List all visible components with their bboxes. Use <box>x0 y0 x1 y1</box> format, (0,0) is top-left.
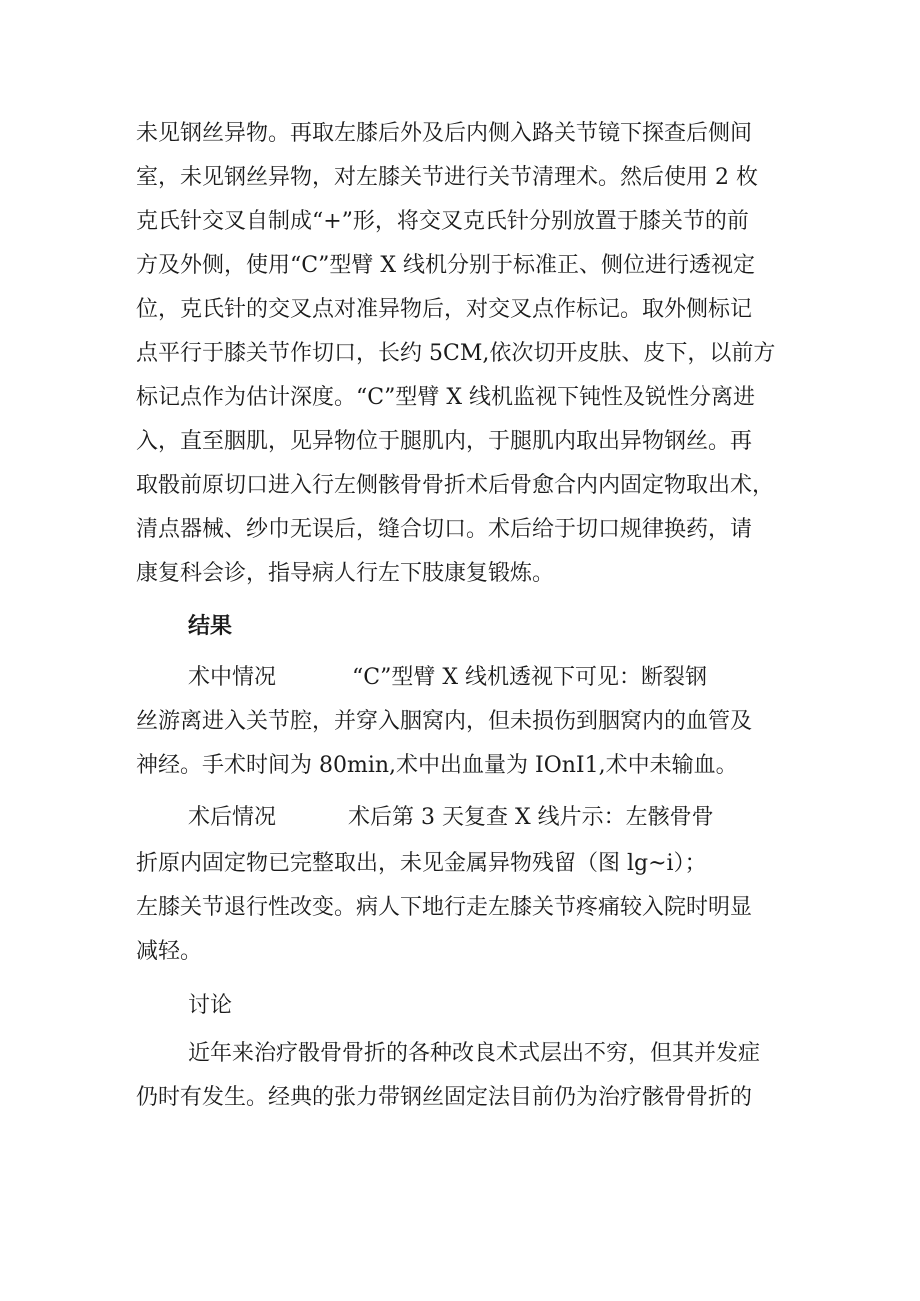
postop-label: 术后情况 <box>188 805 277 830</box>
text-line: 减轻。 <box>136 939 203 964</box>
text-line: 左膝关节退行性改变。病人下地行走左膝关节疼痛较入院时明显 <box>136 895 753 920</box>
discussion-heading: 讨论 <box>188 993 233 1018</box>
text-line: 康复科会诊，指导病人行左下肢康复锻炼。 <box>136 561 555 586</box>
intraop-first-line <box>188 664 707 692</box>
text-line: 位，克氏针的交叉点对准异物后，对交叉点作标记。取外侧标记 <box>136 297 753 322</box>
text-line: 神经。手术时间为 80min,术中出血量为 IOnI1,术中未输血。 <box>136 753 738 778</box>
text-line: 标记点作为估计深度。“C”型臂 X 线机监视下钝性及锐性分离进 <box>136 385 755 410</box>
text-line: 丝游离进入关节腔，并穿入胭窝内，但未损伤到胭窝内的血管及 <box>136 709 753 734</box>
text-line: 取骰前原切口进入行左侧骸骨骨折术后骨愈合内内固定物取出术， <box>136 473 775 498</box>
text-line: 方及外侧，使用“C”型臂 X 线机分别于标准正、侧位进行透视定 <box>136 253 755 278</box>
postop-first-line <box>188 804 714 832</box>
intraop-label: 术中情况 <box>188 665 277 690</box>
results-heading: 结果 <box>188 613 233 639</box>
text-line: 未见钢丝异物。再取左膝后外及后内侧入路关节镜下探查后侧间 <box>136 121 753 146</box>
text-line: 克氏针交叉自制成“+”形，将交叉克氏针分别放置于膝关节的前 <box>136 209 749 234</box>
text-line: 近年来治疗骰骨骨折的各种改良术式层出不穷，但其并发症 <box>188 1041 761 1066</box>
text-line: 点平行于膝关节作切口，长约 5CM,依次切开皮肤、皮下，以前方 <box>136 341 776 366</box>
text-line: 折原内固定物已完整取出，未见金属异物残留（图 lg~i）； <box>136 851 707 876</box>
text-line: 室，未见钢丝异物，对左膝关节进行关节清理术。然后使用 2 枚 <box>136 165 758 190</box>
text-line: 仍时有发生。经典的张力带钢丝固定法目前仍为治疗骸骨骨折的 <box>136 1085 753 1110</box>
intraop-first-text: “C”型臂 X 线机透视下可见：断裂钢 <box>352 665 707 690</box>
text-line: 入，直至胭肌，见异物位于腿肌内，于腿肌内取出异物钢丝。再 <box>136 429 753 454</box>
text-line: 清点器械、纱巾无误后，缝合切口。术后给于切口规律换药，请 <box>136 517 753 542</box>
postop-first-text: 术后第 3 天复查 X 线片示：左骸骨骨 <box>348 805 714 830</box>
